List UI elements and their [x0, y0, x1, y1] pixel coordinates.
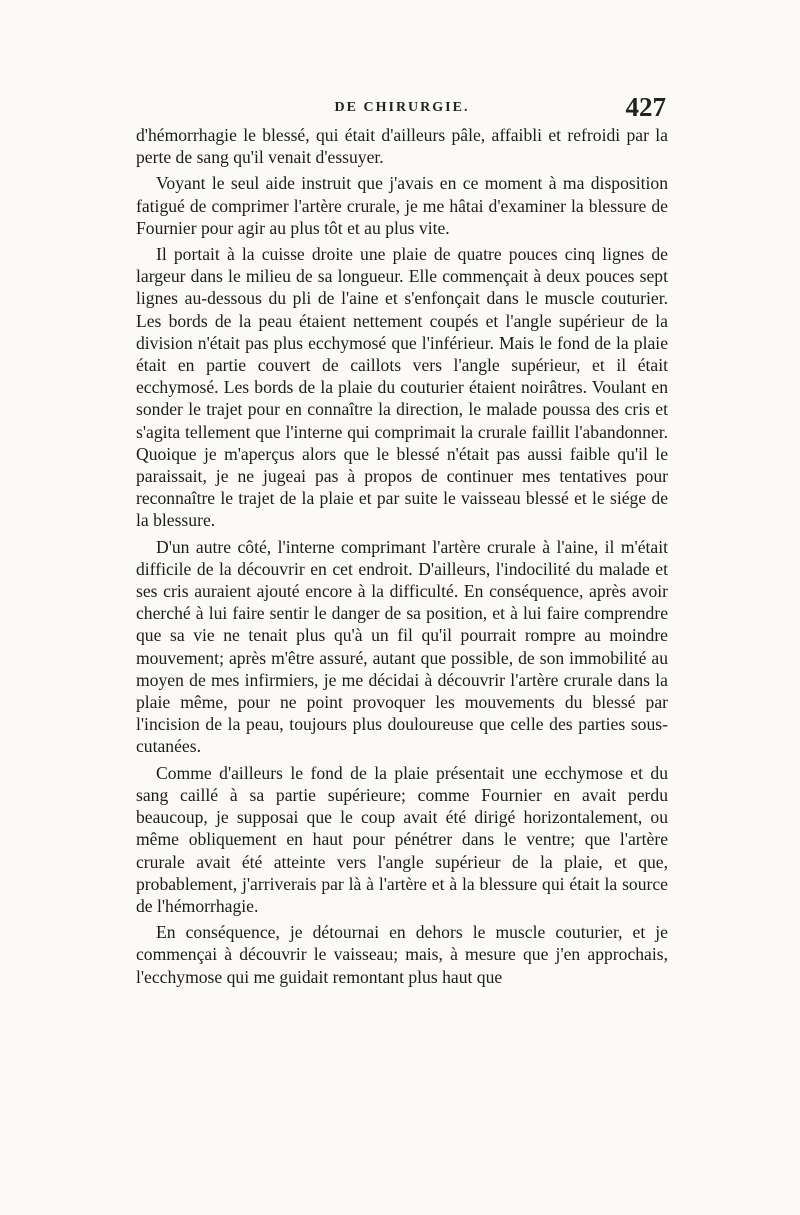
- paragraph-continuation: d'hémorrhagie le blessé, qui était d'ailleurs pâle, affaibli et refroidi par la perte de sang qu'il venait d'essuyer.: [136, 125, 668, 168]
- paragraph: Comme d'ailleurs le fond de la plaie présentait une ecchymose et du sang caillé à sa partie supérieure; comme Fournier en avait perdu beaucoup, je supposai que le coup avait été dirigé horizontalement, ou même obliquement en haut pour pénétrer dans le ventre; que l'artère crurale avait été atteinte vers l'angle supérieur de la plaie, et que, probablement, j'arriverais par là à l'artère et à la blessure qui était la source de l'hémorrhagie.: [136, 762, 668, 916]
- paragraph: En conséquence, je détournai en dehors le muscle couturier, et je commençai à découvrir le vaisseau; mais, à mesure que j'en approchais, l'ecchymose qui me guidait remontant plus haut que: [136, 922, 668, 987]
- page-number: 427: [625, 92, 666, 122]
- running-header: [136, 92, 668, 126]
- paragraph: Voyant le seul aide instruit que j'avais en ce moment à ma disposition fatigué de comprimer l'artère crurale, je me hâtai d'examiner la blessure de Fournier pour agir au plus tôt et au plus vite.: [136, 173, 668, 238]
- paragraph: D'un autre côté, l'interne comprimant l'artère crurale à l'aine, il m'était difficile de la découvrir en cet endroit. D'ailleurs, l'indocilité du malade et ses cris auraient ajouté encore à la difficulté. En conséquence, après avoir cherché à lui faire sentir le danger de sa position, et à lui faire comprendre que sa vie ne tenait plus qu'à un fil qu'il pourrait rompre au moindre mouvement; après m'être assuré, autant que possible, de son immobilité au moyen de mes infirmiers, je me décidai à découvrir l'artère crurale dans la plaie même, pour ne point provoquer les mouvements du blessé par l'incision de la peau, toujours plus douloureuse que celle des parties sous-cutanées.: [136, 536, 668, 757]
- running-title: DE CHIRURGIE.: [334, 100, 470, 115]
- body-text: [136, 124, 668, 992]
- paragraph: Il portait à la cuisse droite une plaie de quatre pouces cinq lignes de largeur dans le milieu de sa longueur. Elle commençait à deux pouces sept lignes au-dessous du pli de l'aine et s'enfonçait dans le muscle couturier. Les bords de la peau étaient nettement coupés et l'angle supérieur de la division n'était pas plus ecchymosé que l'inférieur. Mais le fond de la plaie était en partie couvert de caillots vers l'angle supérieur, et il était ecchymosé. Les bords de la plaie du couturier étaient noirâtres. Voulant en sonder le trajet pour en connaître la direction, le malade poussa des cris et s'agita tellement que l'interne qui comprimait la crurale faillit l'abandonner. Quoique je m'aperçus alors que le blessé n'était pas aussi faible qu'il le paraissait, je ne jugeai pas à propos de continuer mes tentatives pour reconnaître le trajet de la plaie et par suite le vaisseau blessé et le siége de la blessure.: [136, 244, 668, 531]
